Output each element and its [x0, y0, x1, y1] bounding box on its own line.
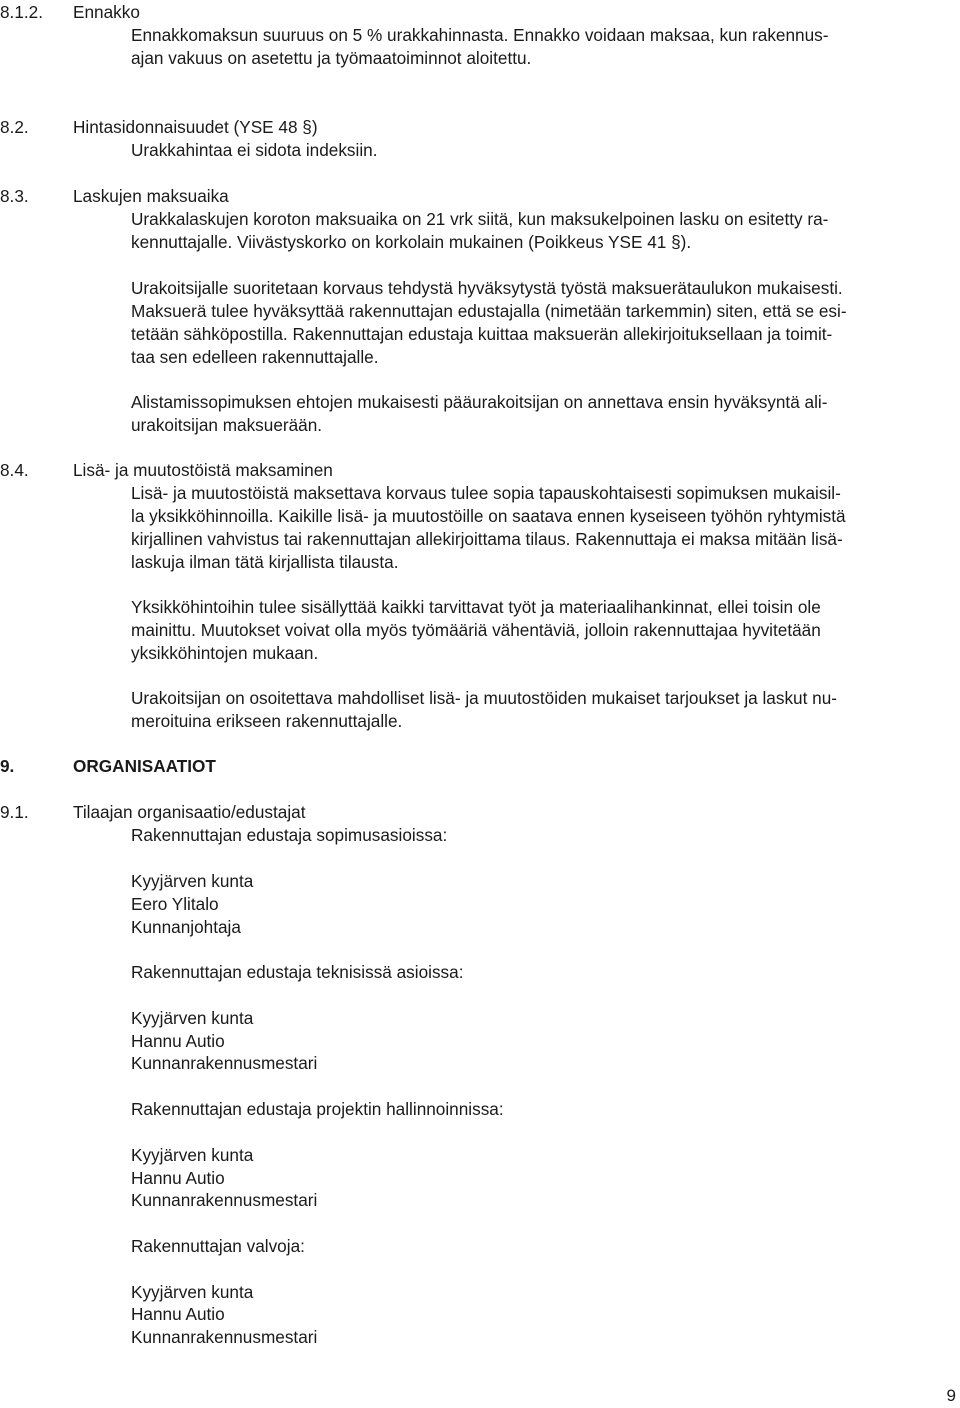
paragraph-line: kennuttajalle. Viivästyskorko on korkolain mukainen (Poikkeus YSE 41 §). [131, 232, 692, 252]
section-title: Laskujen maksuaika [73, 186, 229, 206]
contact-role: Kunnanrakennusmestari [131, 1190, 318, 1210]
contact-heading: Rakennuttajan valvoja: [131, 1236, 305, 1256]
contact-name: Hannu Autio [131, 1304, 225, 1324]
paragraph-line: laskuja ilman tätä kirjallista tilausta. [131, 552, 399, 572]
paragraph-line: mainittu. Muutokset voivat olla myös työmääriä vähentäviä, jolloin rakennuttajaa hyvitetään [131, 620, 821, 640]
section-number: 8.4. [0, 460, 29, 480]
section-number: 8.3. [0, 186, 29, 206]
paragraph-line: tetään sähköpostilla. Rakennuttajan edustaja kuittaa maksuerän allekirjoituksellaan ja toimit- [131, 324, 833, 344]
paragraph-line: Yksikköhintoihin tulee sisällyttää kaikki tarvittavat työt ja materiaalihankinnat, ellei toisin ole [131, 597, 821, 617]
contact-heading: Rakennuttajan edustaja teknisissä asioissa: [131, 962, 464, 982]
section-title: Tilaajan organisaatio/edustajat [73, 802, 306, 822]
paragraph-line: Urakkahintaa ei sidota indeksiin. [131, 140, 378, 160]
contact-role: Kunnanrakennusmestari [131, 1053, 318, 1073]
contact-organization: Kyyjärven kunta [131, 1145, 254, 1165]
contact-heading: Rakennuttajan edustaja sopimusasioissa: [131, 825, 448, 845]
paragraph-line: la yksikköhinnoilla. Kaikille lisä- ja muutostöille on saatava ennen kyseiseen työhön ryhtymistä [131, 506, 846, 526]
paragraph-line: ajan vakuus on asetettu ja työmaatoiminnot aloitettu. [131, 48, 532, 68]
chapter-title: ORGANISAATIOT [73, 756, 216, 776]
chapter-number: 9. [0, 756, 15, 776]
page-number: 9 [946, 1386, 956, 1405]
paragraph-line: urakoitsijan maksuerään. [131, 415, 323, 435]
section-title: Lisä- ja muutostöistä maksaminen [73, 460, 333, 480]
contact-organization: Kyyjärven kunta [131, 1008, 254, 1028]
paragraph-line: yksikköhintojen mukaan. [131, 643, 319, 663]
section-title: Ennakko [73, 2, 140, 22]
paragraph-line: Alistamissopimuksen ehtojen mukaisesti pääurakoitsijan on annettava ensin hyväksyntä ali- [131, 392, 828, 412]
contact-name: Hannu Autio [131, 1168, 225, 1188]
contact-name: Eero Ylitalo [131, 894, 219, 914]
paragraph-line: Ennakkomaksun suuruus on 5 % urakkahinnasta. Ennakko voidaan maksaa, kun rakennus- [131, 25, 829, 45]
contact-organization: Kyyjärven kunta [131, 871, 254, 891]
contact-organization: Kyyjärven kunta [131, 1282, 254, 1302]
section-number: 8.1.2. [0, 2, 44, 22]
paragraph-line: Urakkalaskujen koroton maksuaika on 21 vrk siitä, kun maksukelpoinen lasku on esitetty ra- [131, 209, 829, 229]
contact-heading: Rakennuttajan edustaja projektin hallinnoinnissa: [131, 1099, 504, 1119]
paragraph-line: meroituina erikseen rakennuttajalle. [131, 711, 403, 731]
contact-role: Kunnanrakennusmestari [131, 1327, 318, 1347]
contact-name: Hannu Autio [131, 1031, 225, 1051]
contact-role: Kunnanjohtaja [131, 917, 241, 937]
paragraph-line: Maksuerä tulee hyväksyttää rakennuttajan edustajalla (nimetään tarkemmin) siten, että se esi- [131, 301, 847, 321]
paragraph-line: Urakoitsijalle suoritetaan korvaus tehdystä hyväksytystä työstä maksuerätaulukon mukaisesti. [131, 278, 843, 298]
section-number: 9.1. [0, 802, 29, 822]
section-title: Hintasidonnaisuudet (YSE 48 §) [73, 117, 318, 137]
paragraph-line: Urakoitsijan on osoitettava mahdolliset lisä- ja muutostöiden mukaiset tarjoukset ja laskut nu- [131, 688, 837, 708]
paragraph-line: kirjallinen vahvistus tai rakennuttajan allekirjoittama tilaus. Rakennuttaja ei maksa mitään lisä- [131, 529, 843, 549]
section-number: 8.2. [0, 117, 29, 137]
paragraph-line: taa sen edelleen rakennuttajalle. [131, 347, 379, 367]
paragraph-line: Lisä- ja muutostöistä maksettava korvaus tulee sopia tapauskohtaisesti sopimuksen mukaisil- [131, 483, 841, 503]
